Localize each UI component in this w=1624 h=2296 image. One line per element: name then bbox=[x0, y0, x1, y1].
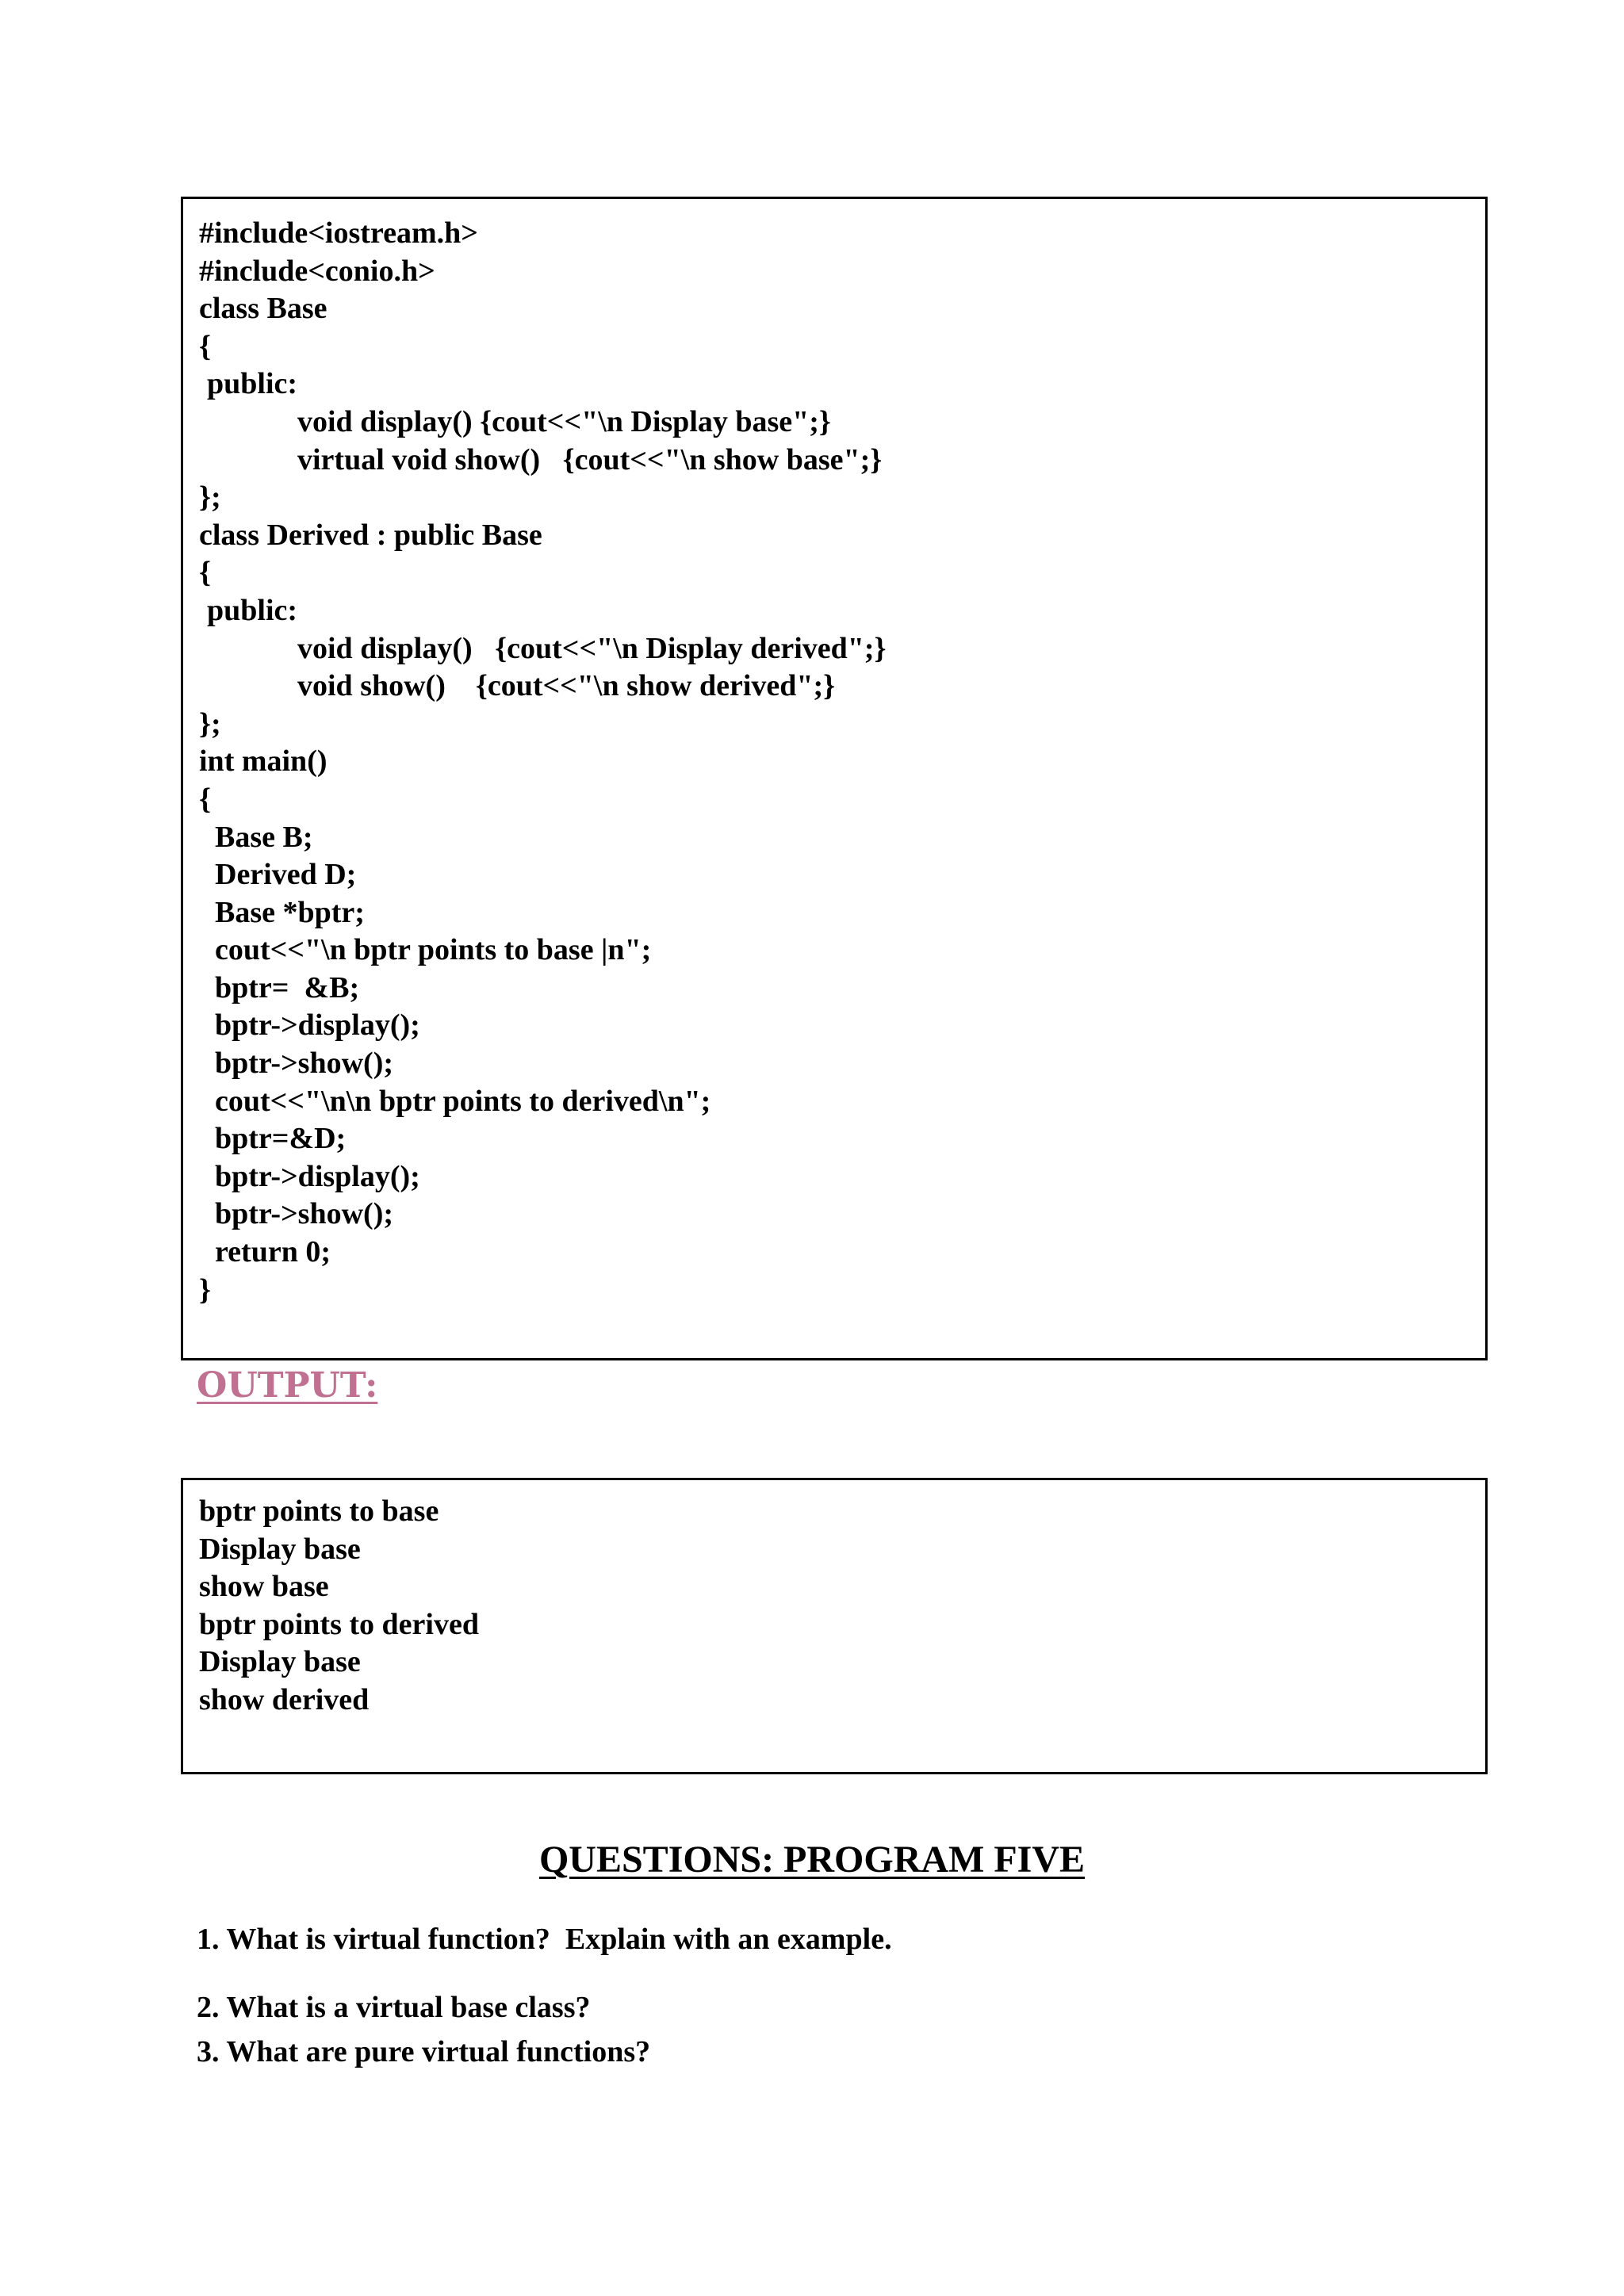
code-line: void display() {cout<<"\n Display derived";} bbox=[297, 631, 887, 665]
code-line: cout<<"\n bptr points to base |n"; bbox=[215, 933, 652, 967]
questions-title: QUESTIONS: PROGRAM FIVE bbox=[538, 1839, 1086, 1881]
code-line: Derived D; bbox=[215, 858, 357, 892]
code-line: public: bbox=[207, 367, 298, 401]
output-line: show derived bbox=[199, 1682, 370, 1716]
code-line: class Derived : public Base bbox=[199, 518, 542, 552]
output-box bbox=[181, 1478, 1488, 1774]
question-3: 3. What are pure virtual functions? bbox=[197, 2035, 651, 2068]
code-line: }; bbox=[199, 480, 221, 515]
output-heading: OUTPUT: bbox=[197, 1365, 378, 1406]
code-line: { bbox=[199, 556, 211, 590]
code-line: #include<conio.h> bbox=[199, 254, 435, 288]
code-line: bptr->display(); bbox=[215, 1159, 420, 1193]
output-line: bptr points to base bbox=[199, 1494, 439, 1528]
output-line: show base bbox=[199, 1570, 329, 1604]
code-line: void display() {cout<<"\n Display base";} bbox=[297, 404, 831, 438]
code-line: { bbox=[199, 782, 211, 816]
output-line: Display base bbox=[199, 1645, 361, 1679]
question-1: 1. What is virtual function? Explain with an example. bbox=[197, 1923, 892, 1956]
code-line: }; bbox=[199, 706, 221, 740]
code-line: { bbox=[199, 329, 211, 363]
question-2: 2. What is a virtual base class? bbox=[197, 1991, 591, 2024]
code-listing bbox=[199, 215, 887, 1309]
code-line: public: bbox=[207, 593, 298, 627]
code-line: bptr->show(); bbox=[215, 1047, 394, 1081]
code-line: virtual void show() {cout<<"\n show base";} bbox=[297, 442, 883, 476]
code-line: } bbox=[199, 1272, 211, 1307]
output-listing bbox=[199, 1493, 479, 1720]
code-line: class Base bbox=[199, 292, 327, 326]
code-line: Base B; bbox=[215, 820, 313, 854]
code-listing-box bbox=[181, 197, 1488, 1360]
code-line: void show() {cout<<"\n show derived";} bbox=[297, 669, 836, 703]
code-line: int main() bbox=[199, 744, 327, 779]
code-line: bptr= &B; bbox=[215, 970, 360, 1004]
output-line: Display base bbox=[199, 1532, 361, 1566]
code-line: Base *bptr; bbox=[215, 895, 365, 929]
code-line: bptr=&D; bbox=[215, 1122, 347, 1156]
code-line: bptr->show(); bbox=[215, 1197, 394, 1231]
code-line: bptr->display(); bbox=[215, 1008, 420, 1043]
output-line: bptr points to derived bbox=[199, 1607, 479, 1641]
code-line: return 0; bbox=[215, 1235, 331, 1269]
code-line: cout<<"\n\n bptr points to derived\n"; bbox=[215, 1084, 711, 1118]
code-line: #include<iostream.h> bbox=[199, 216, 478, 250]
